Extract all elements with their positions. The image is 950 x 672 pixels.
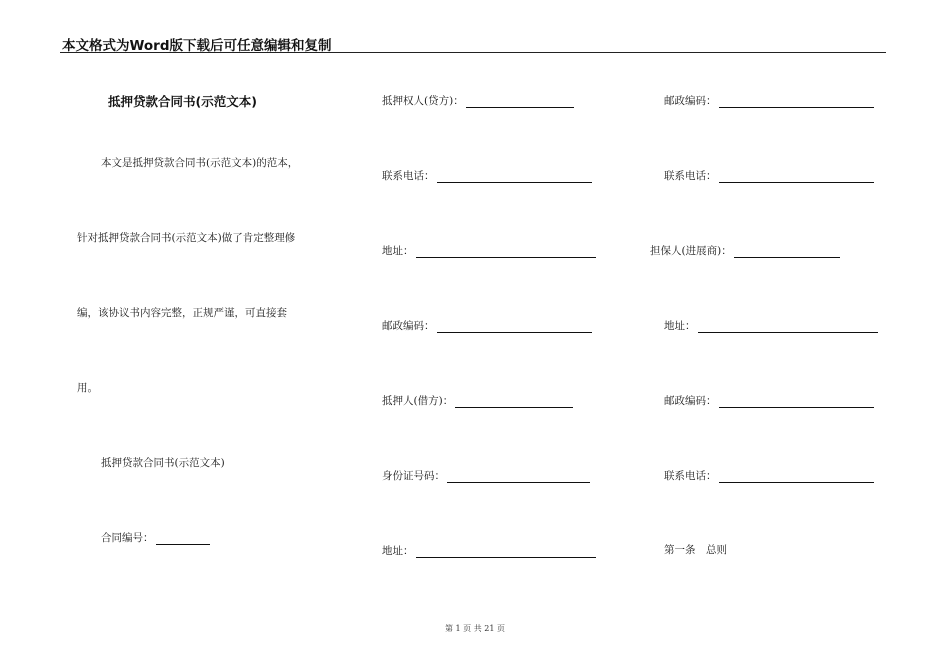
phone-label-3: 联系电话： (664, 470, 717, 482)
document-subtitle: 抵押贷款合同书(示范文本) (101, 457, 225, 469)
guarantor-field (650, 243, 840, 258)
address-field-3 (664, 318, 878, 333)
phone-field-2 (664, 168, 874, 183)
postcode-blank-1 (437, 322, 592, 333)
postcode-blank-2 (719, 97, 874, 108)
mortgagor-field (382, 393, 573, 408)
address-blank-2 (416, 547, 596, 558)
article-1-heading: 第一条 总则 (664, 544, 727, 556)
phone-field-3 (664, 468, 874, 483)
contract-number-blank (156, 534, 210, 545)
postcode-blank-3 (719, 397, 874, 408)
id-number-field (382, 468, 590, 483)
header-divider (60, 52, 886, 53)
address-label-3: 地址： (664, 320, 696, 332)
phone-label-1: 联系电话： (382, 170, 435, 182)
page-number: 第 1 页 共 21 页 (445, 624, 505, 633)
phone-label-2: 联系电话： (664, 170, 717, 182)
guarantor-label: 担保人(进展商)： (650, 245, 732, 257)
postcode-label-2: 邮政编码： (664, 95, 717, 107)
address-field-2 (382, 543, 596, 558)
address-label-2: 地址： (382, 545, 414, 557)
mortgagor-label: 抵押人(借方)： (382, 395, 454, 407)
mortgagee-blank (466, 97, 574, 108)
address-blank-1 (416, 247, 596, 258)
mortgagor-blank (455, 397, 573, 408)
postcode-label-3: 邮政编码： (664, 395, 717, 407)
postcode-label-1: 邮政编码： (382, 320, 435, 332)
document-title: 抵押贷款合同书(示范文本) (108, 94, 257, 109)
address-label-1: 地址： (382, 245, 414, 257)
guarantor-blank (734, 247, 840, 258)
address-blank-3 (698, 322, 878, 333)
page-header-title: 本文格式为Word版下载后可任意编辑和复制 (62, 38, 332, 54)
id-number-blank (447, 472, 590, 483)
intro-line-2: 针对抵押贷款合同书(示范文本)做了肯定整理修 (77, 232, 296, 244)
mortgagee-field (382, 93, 574, 108)
intro-line-1: 本文是抵押贷款合同书(示范文本)的范本， (101, 157, 299, 169)
phone-blank-2 (719, 172, 874, 183)
phone-blank-1 (437, 172, 592, 183)
contract-number-label: 合同编号： (101, 532, 154, 544)
intro-line-4: 用。 (77, 382, 98, 394)
phone-field-1 (382, 168, 592, 183)
postcode-field-1 (382, 318, 592, 333)
intro-line-3: 编，该协议书内容完整，正规严谨，可直接套 (77, 307, 287, 319)
address-field-1 (382, 243, 596, 258)
contract-number-field (101, 530, 210, 545)
postcode-field-2 (664, 93, 874, 108)
id-number-label: 身份证号码： (382, 470, 445, 482)
phone-blank-3 (719, 472, 874, 483)
postcode-field-3 (664, 393, 874, 408)
mortgagee-label: 抵押权人(贷方)： (382, 95, 464, 107)
